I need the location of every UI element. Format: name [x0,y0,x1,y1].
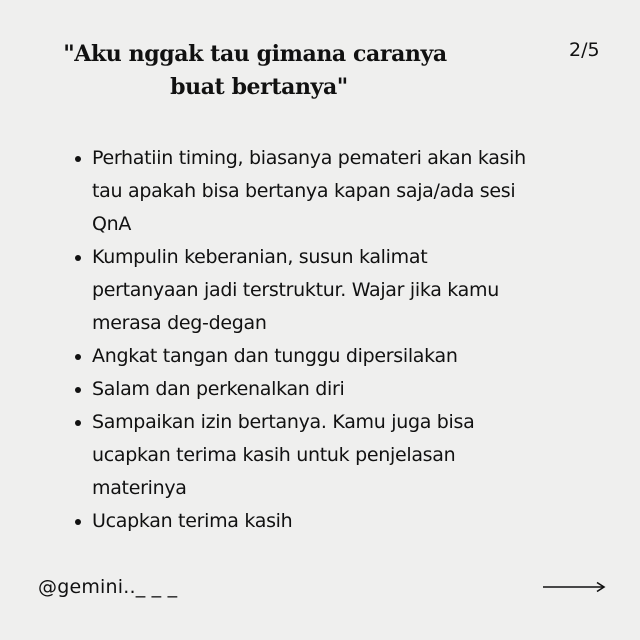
list-item [72,406,612,505]
list-item [72,142,612,241]
list-item-text: Salam dan perkenalkan diri [92,378,345,400]
list-item [72,505,612,538]
author-handle: @gemini.._ _ _ [38,576,178,598]
list-item-text: Kumpulin keberanian, susun kalimat pertanyaan jadi terstruktur. Wajar jika kamu merasa deg-degan [92,246,499,334]
tips-list [72,142,612,538]
title-line-2: buat bertanya" [170,74,348,100]
list-item-text: Angkat tangan dan tunggu dipersilakan [92,345,458,367]
page-title [0,38,510,104]
list-item [72,241,612,340]
page-number: 2/5 [569,39,600,61]
arrow-right-icon[interactable] [543,580,607,594]
list-item-text: Perhatiin timing, biasanya pemateri akan kasih tau apakah bisa bertanya kapan saja/ada sesi QnA [92,147,526,235]
list-item [72,373,612,406]
list-item-text: Sampaikan izin bertanya. Kamu juga bisa ucapkan terima kasih untuk penjelasan materinya [92,411,475,499]
title-line-1: "Aku nggak tau gimana caranya [63,41,447,67]
list-item [72,340,612,373]
list-item-text: Ucapkan terima kasih [92,510,293,532]
